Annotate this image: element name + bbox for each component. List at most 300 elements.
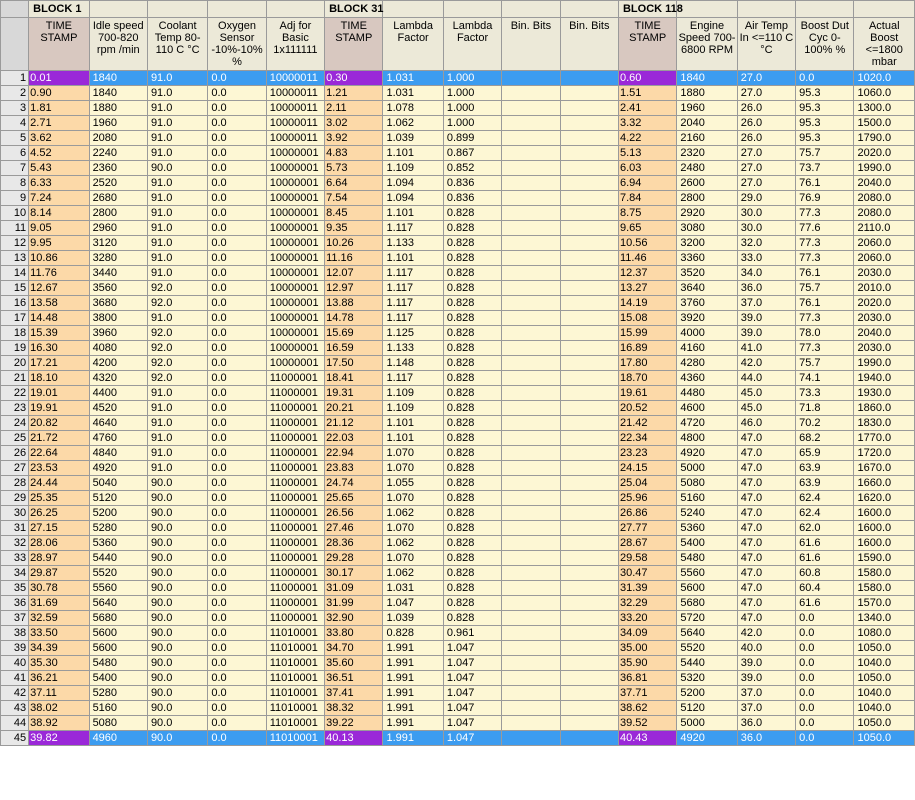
row-number[interactable]: 7 (1, 161, 29, 176)
data-cell[interactable]: 1.062 (383, 536, 443, 551)
data-cell[interactable]: 45.0 (737, 401, 795, 416)
timestamp-cell[interactable]: 30.17 (325, 566, 383, 581)
data-cell[interactable]: 1.062 (383, 566, 443, 581)
timestamp-cell[interactable]: 28.06 (29, 536, 89, 551)
data-cell[interactable]: 90.0 (147, 161, 207, 176)
table-row[interactable] (1, 146, 915, 161)
timestamp-cell[interactable]: 6.94 (618, 176, 676, 191)
data-cell[interactable]: 26.0 (737, 131, 795, 146)
data-cell[interactable] (560, 476, 618, 491)
data-cell[interactable] (502, 671, 560, 686)
timestamp-cell[interactable]: 25.35 (29, 491, 89, 506)
data-cell[interactable]: 5560 (677, 566, 737, 581)
data-cell[interactable]: 11010001 (266, 656, 324, 671)
column-header[interactable]: Lambda Factor (443, 18, 501, 71)
row-number[interactable]: 29 (1, 491, 29, 506)
data-cell[interactable]: 1720.0 (854, 446, 915, 461)
data-cell[interactable]: 0.828 (443, 296, 501, 311)
data-cell[interactable]: 5600 (89, 641, 147, 656)
timestamp-cell[interactable]: 9.05 (29, 221, 89, 236)
timestamp-cell[interactable]: 27.77 (618, 521, 676, 536)
data-cell[interactable]: 0.828 (443, 311, 501, 326)
data-cell[interactable]: 4160 (677, 341, 737, 356)
data-cell[interactable] (560, 416, 618, 431)
timestamp-cell[interactable]: 18.41 (325, 371, 383, 386)
data-cell[interactable]: 0.0 (208, 521, 266, 536)
data-cell[interactable] (502, 656, 560, 671)
data-cell[interactable]: 77.3 (796, 236, 854, 251)
data-cell[interactable] (502, 686, 560, 701)
data-cell[interactable]: 5160 (677, 491, 737, 506)
timestamp-cell[interactable]: 15.99 (618, 326, 676, 341)
timestamp-cell[interactable]: 9.95 (29, 236, 89, 251)
data-cell[interactable]: 1830.0 (854, 416, 915, 431)
data-cell[interactable] (502, 551, 560, 566)
data-cell[interactable] (502, 311, 560, 326)
data-cell[interactable]: 11000001 (266, 371, 324, 386)
data-cell[interactable]: 46.0 (737, 416, 795, 431)
data-cell[interactable]: 0.828 (443, 581, 501, 596)
row-number[interactable]: 30 (1, 506, 29, 521)
data-cell[interactable]: 90.0 (147, 551, 207, 566)
data-cell[interactable]: 95.3 (796, 101, 854, 116)
data-cell[interactable]: 5360 (89, 536, 147, 551)
column-header[interactable]: TIME STAMP (29, 18, 89, 71)
data-cell[interactable]: 0.0 (208, 131, 266, 146)
data-cell[interactable]: 5640 (677, 626, 737, 641)
data-cell[interactable] (502, 206, 560, 221)
data-cell[interactable]: 1.991 (383, 716, 443, 731)
data-cell[interactable]: 29.0 (737, 191, 795, 206)
data-cell[interactable]: 5680 (677, 596, 737, 611)
data-cell[interactable]: 1040.0 (854, 686, 915, 701)
data-cell[interactable] (560, 281, 618, 296)
table-row[interactable] (1, 251, 915, 266)
row-number[interactable]: 16 (1, 296, 29, 311)
timestamp-cell[interactable]: 34.39 (29, 641, 89, 656)
timestamp-cell[interactable]: 5.73 (325, 161, 383, 176)
data-cell[interactable]: 0.0 (208, 536, 266, 551)
data-cell[interactable]: 76.9 (796, 191, 854, 206)
data-cell[interactable]: 91.0 (147, 71, 207, 86)
table-row[interactable] (1, 626, 915, 641)
data-cell[interactable]: 1570.0 (854, 596, 915, 611)
row-number[interactable]: 11 (1, 221, 29, 236)
data-cell[interactable]: 0.828 (443, 386, 501, 401)
data-cell[interactable]: 5480 (89, 656, 147, 671)
data-cell[interactable]: 1600.0 (854, 536, 915, 551)
data-cell[interactable]: 5440 (677, 656, 737, 671)
data-cell[interactable]: 1880 (89, 101, 147, 116)
data-cell[interactable]: 95.3 (796, 86, 854, 101)
data-cell[interactable]: 1.125 (383, 326, 443, 341)
data-cell[interactable]: 62.4 (796, 491, 854, 506)
data-cell[interactable]: 1.078 (383, 101, 443, 116)
data-cell[interactable]: 27.0 (737, 146, 795, 161)
data-cell[interactable] (502, 716, 560, 731)
row-number[interactable]: 34 (1, 566, 29, 581)
row-number[interactable]: 36 (1, 596, 29, 611)
timestamp-cell[interactable]: 2.41 (618, 101, 676, 116)
data-cell[interactable]: 4480 (677, 386, 737, 401)
data-cell[interactable] (560, 551, 618, 566)
data-cell[interactable] (560, 371, 618, 386)
data-cell[interactable] (502, 386, 560, 401)
timestamp-cell[interactable]: 7.54 (325, 191, 383, 206)
timestamp-cell[interactable]: 19.01 (29, 386, 89, 401)
timestamp-cell[interactable]: 11.46 (618, 251, 676, 266)
timestamp-cell[interactable]: 38.92 (29, 716, 89, 731)
data-cell[interactable]: 0.0 (208, 641, 266, 656)
data-cell[interactable]: 2520 (89, 176, 147, 191)
table-row[interactable] (1, 521, 915, 536)
data-cell[interactable]: 0.836 (443, 191, 501, 206)
timestamp-cell[interactable]: 3.02 (325, 116, 383, 131)
timestamp-cell[interactable]: 23.83 (325, 461, 383, 476)
data-cell[interactable]: 5040 (89, 476, 147, 491)
data-cell[interactable]: 0.828 (443, 431, 501, 446)
data-cell[interactable]: 45.0 (737, 386, 795, 401)
data-cell[interactable]: 5120 (89, 491, 147, 506)
timestamp-cell[interactable]: 10.86 (29, 251, 89, 266)
data-cell[interactable]: 0.0 (208, 401, 266, 416)
data-cell[interactable]: 0.899 (443, 131, 501, 146)
timestamp-cell[interactable]: 8.75 (618, 206, 676, 221)
timestamp-cell[interactable]: 6.64 (325, 176, 383, 191)
data-cell[interactable]: 11010001 (266, 671, 324, 686)
timestamp-cell[interactable]: 13.88 (325, 296, 383, 311)
data-cell[interactable]: 47.0 (737, 536, 795, 551)
data-cell[interactable]: 10000011 (266, 101, 324, 116)
data-cell[interactable]: 0.0 (208, 146, 266, 161)
data-cell[interactable]: 4000 (677, 326, 737, 341)
data-cell[interactable] (560, 626, 618, 641)
data-cell[interactable]: 10000001 (266, 266, 324, 281)
timestamp-cell[interactable]: 10.56 (618, 236, 676, 251)
data-cell[interactable]: 34.0 (737, 266, 795, 281)
data-cell[interactable]: 10000011 (266, 71, 324, 86)
data-cell[interactable]: 2110.0 (854, 221, 915, 236)
timestamp-cell[interactable]: 22.94 (325, 446, 383, 461)
data-cell[interactable]: 1.047 (443, 671, 501, 686)
row-number[interactable]: 40 (1, 656, 29, 671)
column-header[interactable]: Coolant Temp 80-110 C °C (147, 18, 207, 71)
row-number[interactable]: 25 (1, 431, 29, 446)
data-cell[interactable]: 11000001 (266, 566, 324, 581)
data-cell[interactable]: 1.109 (383, 161, 443, 176)
row-number[interactable]: 43 (1, 701, 29, 716)
data-cell[interactable]: 91.0 (147, 446, 207, 461)
data-cell[interactable]: 3560 (89, 281, 147, 296)
row-number[interactable]: 2 (1, 86, 29, 101)
data-cell[interactable]: 4720 (677, 416, 737, 431)
data-cell[interactable] (502, 581, 560, 596)
timestamp-cell[interactable]: 15.08 (618, 311, 676, 326)
table-row[interactable] (1, 506, 915, 521)
table-row[interactable] (1, 221, 915, 236)
data-cell[interactable]: 1040.0 (854, 701, 915, 716)
timestamp-cell[interactable]: 8.45 (325, 206, 383, 221)
timestamp-cell[interactable]: 13.58 (29, 296, 89, 311)
table-row[interactable] (1, 611, 915, 626)
table-row[interactable] (1, 371, 915, 386)
data-cell[interactable]: 0.0 (208, 281, 266, 296)
timestamp-cell[interactable]: 32.90 (325, 611, 383, 626)
data-cell[interactable]: 90.0 (147, 626, 207, 641)
data-cell[interactable]: 60.4 (796, 581, 854, 596)
data-cell[interactable] (502, 626, 560, 641)
data-cell[interactable]: 0.0 (796, 641, 854, 656)
data-cell[interactable]: 0.828 (383, 626, 443, 641)
row-number[interactable]: 15 (1, 281, 29, 296)
timestamp-cell[interactable]: 17.50 (325, 356, 383, 371)
data-cell[interactable]: 47.0 (737, 596, 795, 611)
data-cell[interactable] (560, 566, 618, 581)
row-number[interactable]: 31 (1, 521, 29, 536)
timestamp-cell[interactable]: 38.62 (618, 701, 676, 716)
timestamp-cell[interactable]: 2.11 (325, 101, 383, 116)
data-cell[interactable]: 91.0 (147, 266, 207, 281)
data-cell[interactable] (560, 611, 618, 626)
timestamp-cell[interactable]: 5.13 (618, 146, 676, 161)
data-cell[interactable]: 4920 (89, 461, 147, 476)
data-cell[interactable]: 0.0 (208, 731, 266, 746)
timestamp-cell[interactable]: 39.22 (325, 716, 383, 731)
data-cell[interactable]: 0.0 (796, 671, 854, 686)
data-cell[interactable]: 91.0 (147, 191, 207, 206)
data-cell[interactable] (502, 566, 560, 581)
data-cell[interactable]: 1.062 (383, 116, 443, 131)
data-cell[interactable]: 32.0 (737, 236, 795, 251)
row-number[interactable]: 19 (1, 341, 29, 356)
data-cell[interactable]: 1.109 (383, 401, 443, 416)
data-cell[interactable]: 0.828 (443, 521, 501, 536)
data-cell[interactable]: 4640 (89, 416, 147, 431)
timestamp-cell[interactable]: 29.58 (618, 551, 676, 566)
data-cell[interactable]: 2060.0 (854, 251, 915, 266)
table-row[interactable] (1, 656, 915, 671)
data-cell[interactable]: 0.828 (443, 551, 501, 566)
data-cell[interactable]: 37.0 (737, 686, 795, 701)
data-cell[interactable]: 0.0 (208, 701, 266, 716)
timestamp-cell[interactable]: 14.78 (325, 311, 383, 326)
data-cell[interactable]: 47.0 (737, 611, 795, 626)
data-cell[interactable]: 11000001 (266, 386, 324, 401)
data-cell[interactable]: 47.0 (737, 566, 795, 581)
data-cell[interactable]: 1.000 (443, 71, 501, 86)
data-cell[interactable]: 92.0 (147, 371, 207, 386)
timestamp-cell[interactable]: 35.60 (325, 656, 383, 671)
data-cell[interactable]: 11010001 (266, 731, 324, 746)
data-cell[interactable] (502, 461, 560, 476)
timestamp-cell[interactable]: 39.82 (29, 731, 89, 746)
data-cell[interactable]: 1.117 (383, 266, 443, 281)
data-cell[interactable]: 1.101 (383, 431, 443, 446)
data-cell[interactable]: 1080.0 (854, 626, 915, 641)
timestamp-cell[interactable]: 15.39 (29, 326, 89, 341)
data-cell[interactable] (560, 266, 618, 281)
data-cell[interactable]: 11000001 (266, 461, 324, 476)
data-cell[interactable]: 0.828 (443, 461, 501, 476)
timestamp-cell[interactable]: 21.72 (29, 431, 89, 446)
timestamp-cell[interactable]: 38.32 (325, 701, 383, 716)
table-row[interactable] (1, 86, 915, 101)
data-cell[interactable] (560, 506, 618, 521)
table-row[interactable] (1, 536, 915, 551)
data-cell[interactable]: 5360 (677, 521, 737, 536)
data-cell[interactable] (560, 221, 618, 236)
timestamp-cell[interactable]: 17.80 (618, 356, 676, 371)
timestamp-cell[interactable]: 30.47 (618, 566, 676, 581)
data-cell[interactable] (502, 251, 560, 266)
data-cell[interactable]: 0.0 (208, 86, 266, 101)
data-cell[interactable] (502, 491, 560, 506)
data-cell[interactable]: 0.0 (208, 191, 266, 206)
table-row[interactable] (1, 476, 915, 491)
table-row[interactable] (1, 266, 915, 281)
table-row[interactable] (1, 386, 915, 401)
timestamp-cell[interactable]: 36.51 (325, 671, 383, 686)
data-cell[interactable]: 91.0 (147, 131, 207, 146)
data-cell[interactable]: 4960 (89, 731, 147, 746)
data-cell[interactable]: 41.0 (737, 341, 795, 356)
data-cell[interactable]: 1960 (89, 116, 147, 131)
data-cell[interactable]: 91.0 (147, 386, 207, 401)
timestamp-cell[interactable]: 22.64 (29, 446, 89, 461)
data-cell[interactable]: 1960 (677, 101, 737, 116)
data-cell[interactable]: 10000001 (266, 281, 324, 296)
data-cell[interactable]: 36.0 (737, 731, 795, 746)
data-cell[interactable] (502, 341, 560, 356)
data-cell[interactable]: 11010001 (266, 626, 324, 641)
data-cell[interactable]: 1580.0 (854, 566, 915, 581)
data-cell[interactable]: 33.0 (737, 251, 795, 266)
data-cell[interactable]: 1050.0 (854, 641, 915, 656)
table-row[interactable] (1, 566, 915, 581)
timestamp-cell[interactable]: 20.82 (29, 416, 89, 431)
timestamp-cell[interactable]: 12.97 (325, 281, 383, 296)
column-header[interactable]: Actual Boost <=1800 mbar (854, 18, 915, 71)
timestamp-cell[interactable]: 4.52 (29, 146, 89, 161)
row-number[interactable]: 28 (1, 476, 29, 491)
data-cell[interactable] (502, 326, 560, 341)
data-cell[interactable]: 3080 (677, 221, 737, 236)
timestamp-cell[interactable]: 21.12 (325, 416, 383, 431)
data-cell[interactable] (502, 266, 560, 281)
data-cell[interactable]: 1.148 (383, 356, 443, 371)
data-cell[interactable] (560, 161, 618, 176)
data-cell[interactable]: 1990.0 (854, 356, 915, 371)
data-cell[interactable] (502, 431, 560, 446)
data-cell[interactable] (502, 161, 560, 176)
data-cell[interactable]: 26.0 (737, 116, 795, 131)
data-cell[interactable]: 0.0 (208, 626, 266, 641)
data-cell[interactable]: 0.0 (208, 581, 266, 596)
data-cell[interactable]: 0.828 (443, 371, 501, 386)
timestamp-cell[interactable]: 31.69 (29, 596, 89, 611)
data-cell[interactable] (502, 236, 560, 251)
data-cell[interactable]: 0.828 (443, 221, 501, 236)
data-cell[interactable]: 91.0 (147, 146, 207, 161)
timestamp-cell[interactable]: 10.26 (325, 236, 383, 251)
timestamp-cell[interactable]: 22.34 (618, 431, 676, 446)
data-cell[interactable] (502, 476, 560, 491)
data-cell[interactable]: 11000001 (266, 581, 324, 596)
timestamp-cell[interactable]: 34.70 (325, 641, 383, 656)
data-cell[interactable]: 1.991 (383, 686, 443, 701)
data-cell[interactable] (560, 731, 618, 746)
data-cell[interactable]: 47.0 (737, 446, 795, 461)
timestamp-cell[interactable]: 14.19 (618, 296, 676, 311)
timestamp-cell[interactable]: 34.09 (618, 626, 676, 641)
data-cell[interactable]: 1060.0 (854, 86, 915, 101)
data-cell[interactable]: 1050.0 (854, 731, 915, 746)
timestamp-cell[interactable]: 31.39 (618, 581, 676, 596)
data-cell[interactable]: 2010.0 (854, 281, 915, 296)
data-cell[interactable]: 91.0 (147, 461, 207, 476)
data-cell[interactable]: 47.0 (737, 506, 795, 521)
data-cell[interactable]: 95.3 (796, 116, 854, 131)
data-cell[interactable]: 5080 (677, 476, 737, 491)
data-cell[interactable]: 0.0 (208, 716, 266, 731)
data-cell[interactable]: 2920 (677, 206, 737, 221)
data-cell[interactable]: 1.101 (383, 146, 443, 161)
data-cell[interactable] (560, 596, 618, 611)
data-cell[interactable]: 92.0 (147, 341, 207, 356)
timestamp-cell[interactable]: 26.86 (618, 506, 676, 521)
data-cell[interactable]: 10000011 (266, 131, 324, 146)
data-cell[interactable]: 5200 (677, 686, 737, 701)
timestamp-cell[interactable]: 13.27 (618, 281, 676, 296)
data-cell[interactable]: 1.070 (383, 551, 443, 566)
data-cell[interactable]: 0.828 (443, 326, 501, 341)
timestamp-cell[interactable]: 31.09 (325, 581, 383, 596)
data-cell[interactable]: 2040 (677, 116, 737, 131)
timestamp-cell[interactable]: 32.29 (618, 596, 676, 611)
data-cell[interactable]: 90.0 (147, 581, 207, 596)
data-cell[interactable]: 1670.0 (854, 461, 915, 476)
data-cell[interactable]: 0.0 (208, 656, 266, 671)
data-cell[interactable]: 1790.0 (854, 131, 915, 146)
data-cell[interactable]: 10000001 (266, 206, 324, 221)
data-cell[interactable]: 2060.0 (854, 236, 915, 251)
data-cell[interactable]: 0.867 (443, 146, 501, 161)
data-cell[interactable]: 27.0 (737, 161, 795, 176)
data-cell[interactable]: 47.0 (737, 431, 795, 446)
data-cell[interactable]: 0.0 (208, 101, 266, 116)
data-cell[interactable]: 91.0 (147, 116, 207, 131)
data-cell[interactable]: 3800 (89, 311, 147, 326)
data-cell[interactable]: 90.0 (147, 506, 207, 521)
data-cell[interactable]: 4920 (677, 446, 737, 461)
data-cell[interactable]: 4600 (677, 401, 737, 416)
timestamp-cell[interactable]: 24.44 (29, 476, 89, 491)
data-cell[interactable]: 1.047 (443, 641, 501, 656)
data-cell[interactable]: 90.0 (147, 716, 207, 731)
data-cell[interactable]: 91.0 (147, 206, 207, 221)
data-cell[interactable]: 2030.0 (854, 311, 915, 326)
data-cell[interactable] (502, 356, 560, 371)
data-cell[interactable]: 1.101 (383, 416, 443, 431)
data-cell[interactable] (560, 311, 618, 326)
data-cell[interactable]: 92.0 (147, 326, 207, 341)
data-cell[interactable] (502, 701, 560, 716)
data-cell[interactable]: 10000001 (266, 356, 324, 371)
data-cell[interactable]: 0.0 (208, 386, 266, 401)
data-cell[interactable]: 0.0 (208, 461, 266, 476)
data-cell[interactable]: 0.0 (208, 356, 266, 371)
data-cell[interactable]: 1.991 (383, 671, 443, 686)
